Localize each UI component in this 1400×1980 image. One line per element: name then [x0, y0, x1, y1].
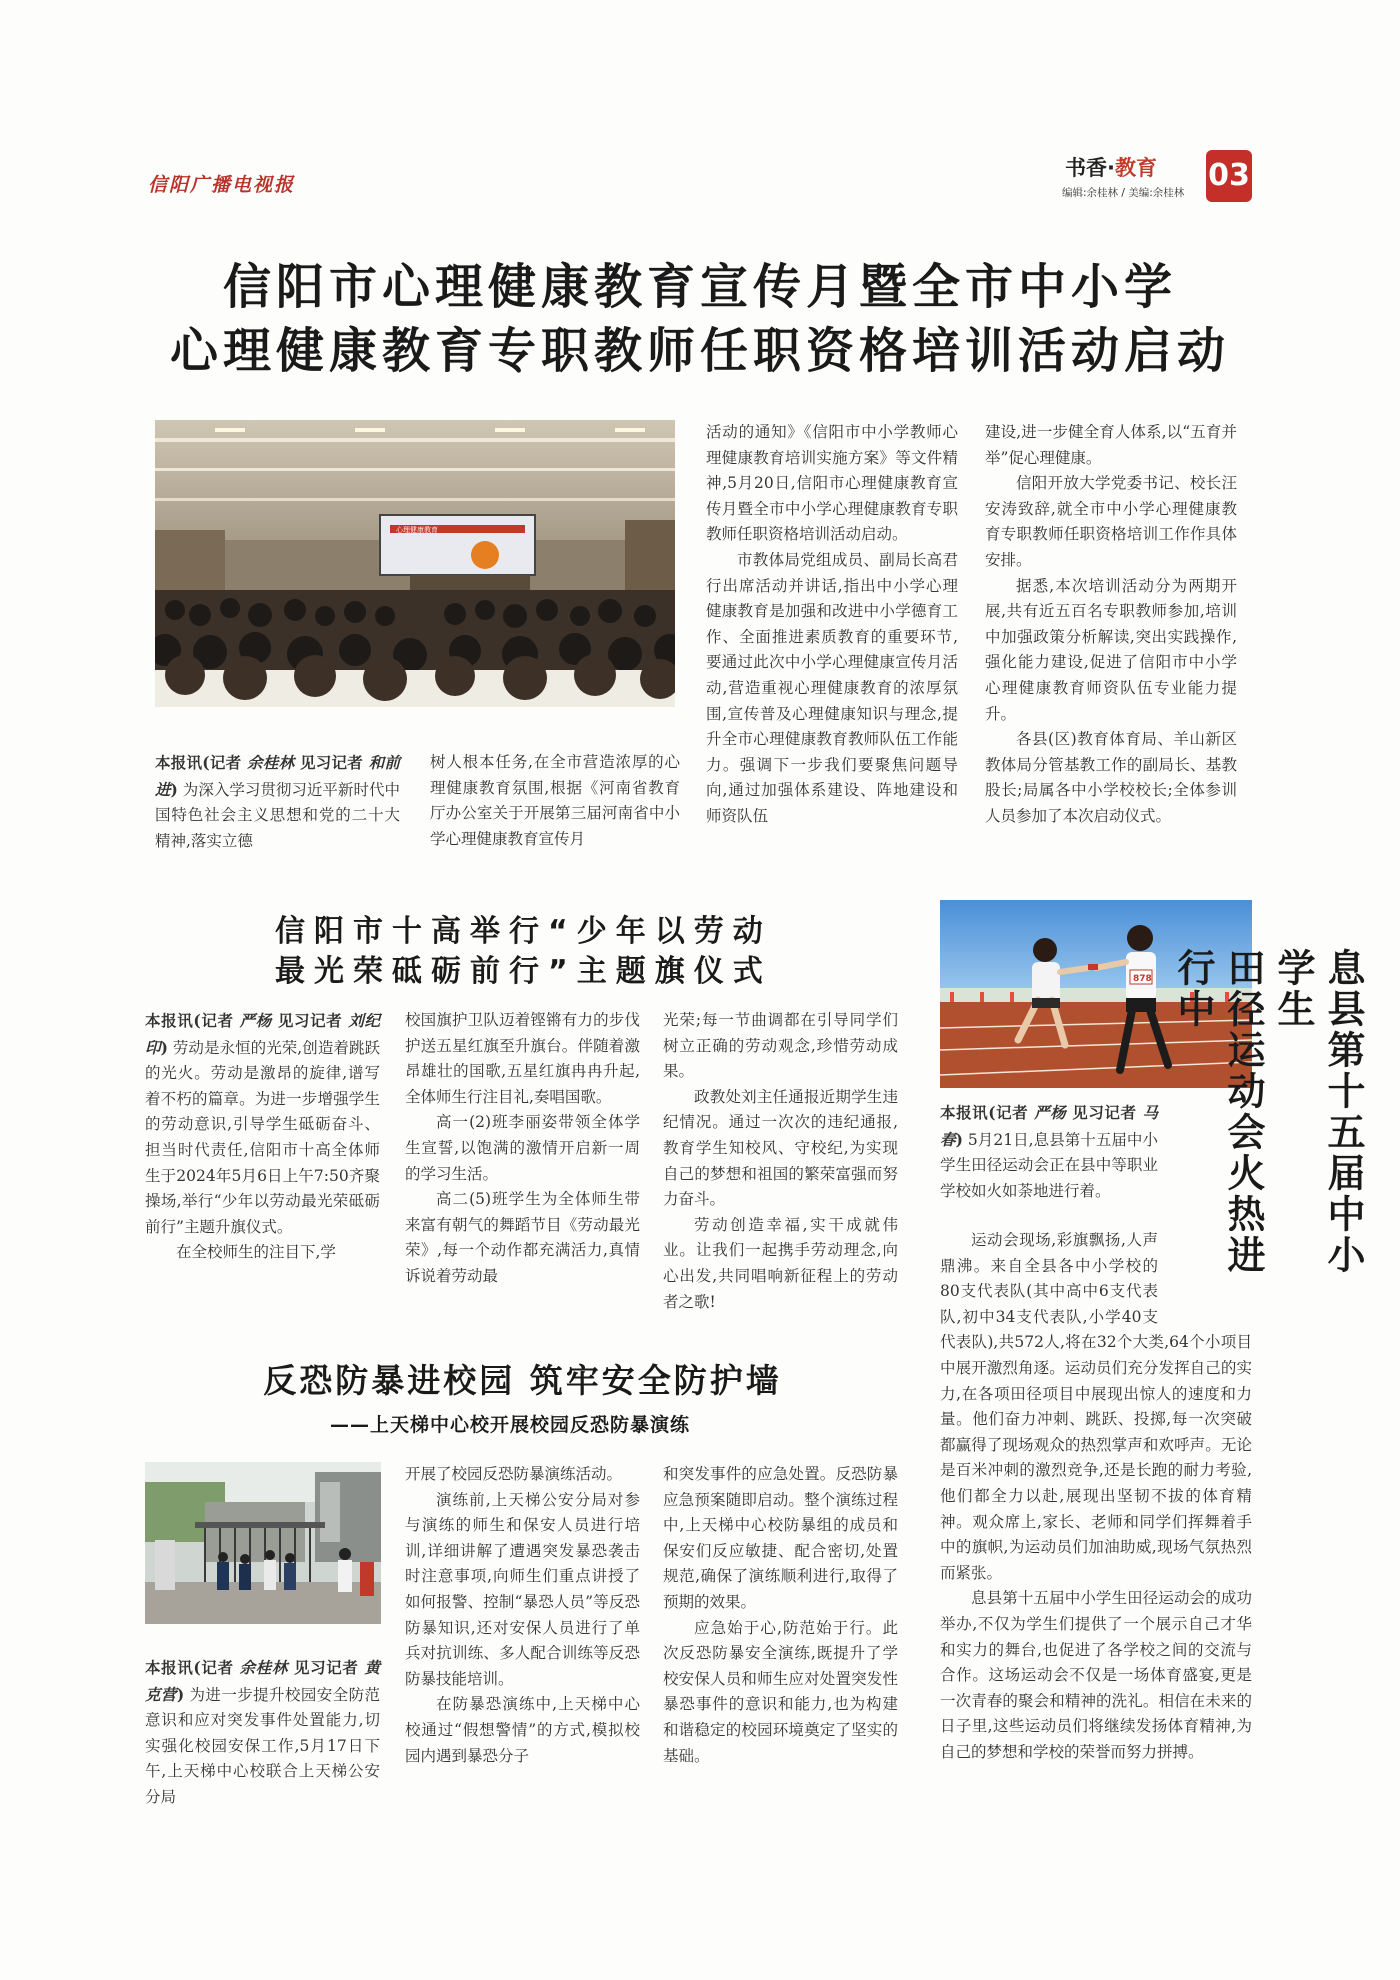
article2-title [275, 912, 772, 992]
article1-col1 [155, 750, 400, 854]
page-number-badge: 03 [1206, 150, 1252, 202]
article2-col1-text: 劳动是永恒的光荣,创造着跳跃的光火。劳动是激昂的旋律,谱写着不朽的篇章。为进一步增强学生的劳动意识,引导学生砥砺奋斗、担当时代责任,信阳市十高全体师生于2024年5月6日上午7:50齐聚操场,举行“少年以劳动最光荣砥砺前行”主题升旗仪式。 [145, 1038, 380, 1236]
article3-title: 反恐防暴进校园 筑牢安全防护墙 [263, 1361, 782, 1400]
article1-title-line2: 心理健康教育专职教师任职资格培训活动启动 [169, 323, 1230, 379]
article3-reporter: 余桂林 [239, 1658, 288, 1677]
article1-col3-p1: 活动的通知》《信阳市中小学教师心理健康教育培训实施方案》等文件精神,5月20日,信阳市心理健康教育宣传月暨全市中小学心理健康教育专职教师任职资格培训活动启动。 [706, 423, 958, 544]
article2-reporter2: 刘纪印 [145, 1011, 380, 1057]
article4-p3: 息县第十五届中小学生田径运动会的成功举办,不仅为学生们提供了一个展示自己才华和实力的舞台,也促进了各学校之间的交流与合作。这场运动会不仅是一场体育盛宴,更是一次青春的聚会和精神的洗礼。相信在未来的日子里,这些运动员们将继续发扬体育精神,为自己的梦想和学校的荣誉而努力拼搏。 [940, 1589, 1252, 1761]
article3-col1-text: 为进一步提升校园安全防范意识和应对突发事件处置能力,切实强化校园安保工作,5月17日下午,上天梯中心校联合上天梯公安分局 [145, 1685, 380, 1806]
article4-p2: 运动会现场,彩旗飘扬,人声鼎沸。来自全县各中小学校的80支代表队(其中高中6支代表队,初中34支代表队,小学40支代表队),共572人,将在32个大类,64个小项目中展开激烈角逐。运动员们充分发挥自己的实力,在各项田径项目中展现出惊人的速度和力量。他们奋力冲刺、跳跃、投掷,每一次突破都赢得了现场观众的热烈掌声和欢呼声。无论是百米冲刺的激烈竞争,还是长跑的耐力考验,他们都全力以赴,展现出坚韧不拔的体育精神。观众席上,家长、老师和同学们挥舞着手中的旗帜,为运动员们加油助威,现场气氛热烈而紧张。 [940, 1231, 1252, 1582]
article2-lead-mid: 见习记者 [271, 1011, 349, 1030]
article1-col1-text: 为深入学习贯彻习近平新时代中国特色社会主义思想和党的二十大精神,落实立德 [155, 780, 400, 850]
article2-col2-p2: 高一(2)班李丽姿带领全体学生宣誓,以饱满的激情开启新一周的学习生活。 [405, 1113, 640, 1183]
article4-lead-mid: 见习记者 [1066, 1103, 1143, 1122]
article1-col3 [706, 420, 958, 830]
article3-col3-p1: 和突发事件的应急处置。反恐防暴应急预案随即启动。整个演练过程中,上天梯中心校防暴组的成员和保安们反应敏捷、配合密切,处置规范,确保了演练顺利进行,取得了预期的效果。 [663, 1465, 898, 1611]
article1-lead-close: ) [170, 779, 178, 799]
article3-photo [145, 1462, 381, 1624]
article4-reporter2: 马春 [940, 1103, 1158, 1149]
article1-col4 [985, 420, 1237, 830]
article3-col2-p1: 开展了校园反恐防暴演练活动。 [405, 1465, 623, 1483]
article2-col2-p3: 高二(5)班学生为全体师生带来富有朝气的舞蹈节目《劳动最光荣》,每一个动作都充满活力,真情诉说着劳动最 [405, 1190, 640, 1285]
article1-reporter: 余桂林 [247, 753, 295, 772]
editors-line: 编辑:余桂林 / 美编:余桂林 [1062, 187, 1185, 199]
school-gate-photo [145, 1462, 381, 1624]
article3-lead-label: 本报讯(记者 [145, 1658, 240, 1677]
article2-lead-label: 本报讯(记者 [145, 1011, 240, 1030]
section-sub: 教育 [1114, 156, 1157, 180]
article4-lead-label: 本报讯(记者 [940, 1103, 1035, 1122]
article1-photo [155, 420, 675, 707]
article2-col3-p3: 劳动创造幸福,实干成就伟业。让我们一起携手劳动理念,向心出发,共同唱响新征程上的劳动者之歌! [663, 1215, 898, 1311]
article1-lead-mid: 见习记者 [294, 753, 369, 772]
article1-col4-p4: 各县(区)教育体育局、羊山新区教体局分管基教工作的副局长、基教股长;局属各中小学校校长;全体参训人员参加了本次启动仪式。 [985, 730, 1237, 825]
article2-col2-p1: 校国旗护卫队迈着铿锵有力的步伐护送五星红旗至升旗台。伴随着激昂雄壮的国歌,五星红旗冉冉升起,全体师生行注目礼,奏唱国歌。 [405, 1011, 640, 1106]
article4-title-col1: 息县第十五届中小学生 [1271, 948, 1365, 1276]
article3-subtitle: ——上天梯中心校开展校园反恐防暴演练 [330, 1414, 691, 1436]
article2-lead-close: ) [160, 1037, 168, 1057]
article3-col1 [145, 1655, 380, 1811]
article3-col3-p2: 应急始于心,防范始于行。此次反恐防暴安全演练,既提升了学校安保人员和师生应对处置突发性暴恐事件的意识和能力,也为构建和谐稳定的校园环境奠定了坚实的基础。 [663, 1618, 898, 1765]
article1-col4-p2: 信阳开放大学党委书记、校长汪安涛致辞,就全市中小学心理健康教育专职教师任职资格培训工作作具体安排。 [985, 474, 1237, 569]
auditorium-photo [155, 420, 675, 707]
section-sep: · [1107, 156, 1115, 180]
article1-col3-p2: 市教体局党组成员、副局长高君行出席活动并讲话,指出中小学心理健康教育是加强和改进中小学德育工作、全面推进素质教育的重要环节,要通过此次中小学心理健康宣传月活动,营造重视心理健康教育的浓厚氛围,宣传普及心理健康知识与理念,提升全市心理健康教育教师队伍工作能力。强调下一步我们要聚焦问题导向,通过加强体系建设、阵地建设和师资队伍 [706, 550, 958, 825]
article4-lead-block [940, 1100, 1158, 1204]
masthead: 信阳广播电视报 [148, 174, 296, 196]
section-title [1065, 152, 1157, 182]
article4-reporter: 严杨 [1034, 1103, 1067, 1122]
article2-col3-p2: 政教处刘主任通报近期学生违纪情况。通过一次次的违纪通报,教育学生知校风、守校纪,为实现自己的梦想和祖国的繁荣富强而努力奋斗。 [663, 1087, 898, 1209]
article2-col1 [145, 1008, 380, 1266]
article4-lead-close: ) [955, 1129, 963, 1149]
article3-col2-p2: 演练前,上天梯公安分局对参与演练的师生和保安人员进行培训,详细讲解了遭遇突发暴恐袭击时注意事项,向师生们重点讲授了如何报警、控制“暴恐人员”等反恐防暴知识,还对安保人员进行了单兵对抗训练、多人配合训练等反恐防暴技能培训。 [405, 1490, 640, 1688]
article3-col3 [663, 1462, 898, 1769]
section-name: 书香 [1065, 156, 1107, 180]
bib-number: 878 [1133, 974, 1152, 984]
article1-title [150, 255, 1250, 383]
article2-title-line1: 信阳市十高举行“少年以劳动 [275, 914, 772, 949]
article4-body-flow [940, 1228, 1252, 1765]
article3-reporter2: 黄克营 [145, 1658, 380, 1704]
article2-reporter: 严杨 [239, 1011, 272, 1030]
article2-title-line2: 最光荣砥砺前行”主题旗仪式 [275, 954, 772, 989]
article1-reporter2: 和前进 [155, 753, 400, 799]
article2-col3 [663, 1008, 898, 1315]
article1-col2 [430, 750, 680, 852]
article1-col4-p3: 据悉,本次培训活动分为两期开展,共有近五百名专职教师参加,培训中加强政策分析解读,突出实践操作,强化能力建设,促进了信阳市中小学心理健康教育师资队伍专业能力提升。 [985, 576, 1237, 723]
article4-lead-text: 5月21日,息县第十五届中小学生田径运动会正在县中等职业学校如火如荼地进行着。 [940, 1130, 1158, 1200]
article1-lead-label: 本报讯(记者 [155, 753, 248, 772]
article3-lead-mid: 见习记者 [287, 1658, 365, 1677]
article3-col2-p3: 在防暴恐演练中,上天梯中心校通过“假想警情”的方式,模拟校园内遇到暴恐分子 [405, 1695, 640, 1765]
article1-title-line1: 信阳市心理健康教育宣传月暨全市中小学 [222, 259, 1177, 315]
article3-col2 [405, 1462, 640, 1769]
article2-col2 [405, 1008, 640, 1290]
article1-col4-p1: 建设,进一步健全育人体系,以“五育并举”促心理健康。 [985, 423, 1237, 467]
article2-col3-p1: 光荣;每一节曲调都在引导同学们树立正确的劳动观念,珍惜劳动成果。 [663, 1011, 898, 1081]
title-float-spacer [1158, 1228, 1252, 1318]
article2-col1-p2: 在全校师生的注目下,学 [176, 1243, 336, 1262]
article1-col2-text: 树人根本任务,在全市营造浓厚的心理健康教育氛围,根据《河南省教育厅办公室关于开展第三届河南省中小学心理健康教育宣传月 [430, 753, 680, 848]
article4-title-col2: 田径运动会火热进行中 [1171, 948, 1265, 1276]
photo-banner-text: 心理健康教育 [396, 526, 438, 534]
article3-lead-close: ) [176, 1684, 185, 1704]
